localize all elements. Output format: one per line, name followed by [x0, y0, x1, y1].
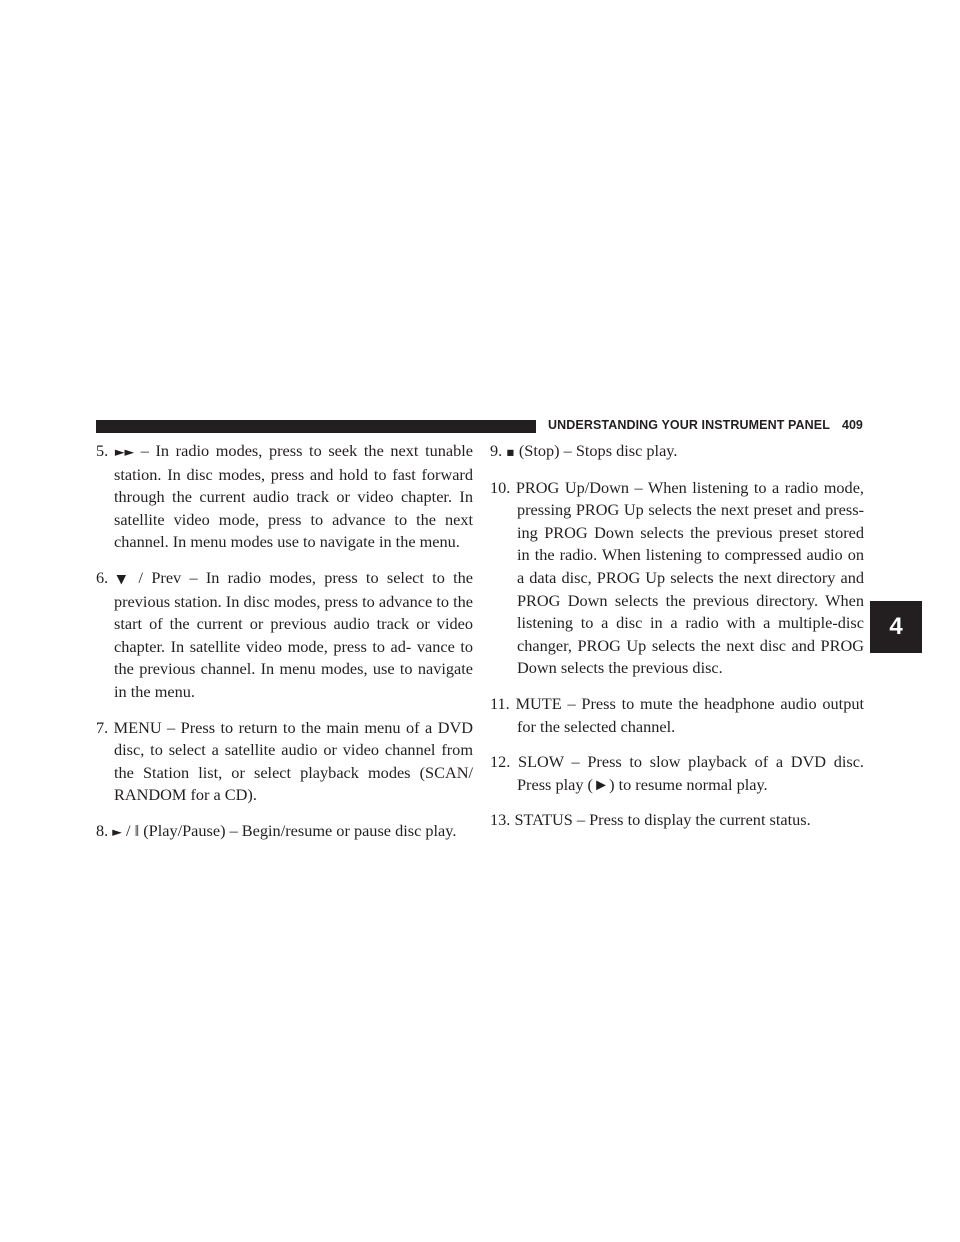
running-header-title: UNDERSTANDING YOUR INSTRUMENT PANEL — [548, 418, 830, 432]
list-item-7 — [96, 717, 473, 807]
item-text: MENU – Press to return to the main menu of a DVD disc, to select a satellite audio or video channel from the Station list, or select playback modes (SCAN/ RANDOM for a CD). — [113, 717, 473, 805]
chapter-tab: 4 — [870, 601, 922, 653]
list-item-5 — [96, 440, 473, 554]
item-text: / Prev – In radio modes, press to select to the previous station. In disc modes, press to advance to the start of the current or previous audio track or video chapter. In satellite video mode, press to ad- vance to the previous channel. In menu modes, use to navigate in the menu. — [114, 567, 473, 701]
right-column — [490, 440, 864, 845]
list-item-6 — [96, 567, 473, 704]
list-item-10 — [490, 477, 864, 680]
list-item-8 — [96, 820, 473, 844]
header-rule — [96, 420, 536, 433]
item-number: 9. — [490, 441, 503, 460]
item-number: 7. — [96, 717, 109, 737]
item-number: 12. — [490, 752, 511, 772]
list-item-13 — [490, 809, 864, 832]
item-text: / ‖ (Play/Pause) – Begin/resume or pause disc play. — [121, 820, 457, 840]
fast-forward-icon: ►► — [114, 444, 135, 459]
left-column — [96, 440, 473, 857]
item-number: 5. — [96, 441, 109, 460]
item-number: 8. — [96, 820, 109, 840]
item-number: 10. — [490, 477, 511, 497]
item-text: – In radio modes, press to seek the next tunable station. In disc modes, press and hold to fast forward through the current audio track or video chapter. In satellite video mode, press to advance to the next channel. In menu modes use to navigate in the menu. — [114, 441, 473, 552]
item-text: PROG Up/Down – When listening to a radio mode, pressing PROG Up selects the next preset and press- ing PROG Down selects the previous preset stored in the radio. When listening to compressed audio on a data disc, PROG Up selects the next directory and PROG Down selects the previous directory. When listening to a disc in a radio with a multiple-disc changer, PROG Up selects the next disc and PROG Down selects the previous disc. — [515, 477, 864, 678]
item-number: 6. — [96, 567, 109, 587]
item-number: 11. — [490, 693, 510, 713]
list-item-9 — [490, 440, 864, 464]
down-arrow-icon: ▼ — [116, 570, 131, 586]
item-text: STATUS – Press to display the current status. — [514, 810, 811, 830]
item-text: SLOW – Press to slow playback of a DVD disc. Press play (►) to resume normal play. — [517, 752, 865, 794]
item-text: MUTE – Press to mute the headphone audio output for the selected channel. — [515, 693, 864, 736]
item-text: (Stop) – Stops disc play. — [514, 441, 678, 460]
list-item-12 — [490, 751, 864, 796]
play-icon: ► — [112, 823, 122, 839]
list-item-11 — [490, 693, 864, 738]
page-number: 409 — [842, 418, 863, 432]
item-number: 13. — [490, 810, 511, 830]
stop-icon: ▪ — [506, 444, 515, 459]
